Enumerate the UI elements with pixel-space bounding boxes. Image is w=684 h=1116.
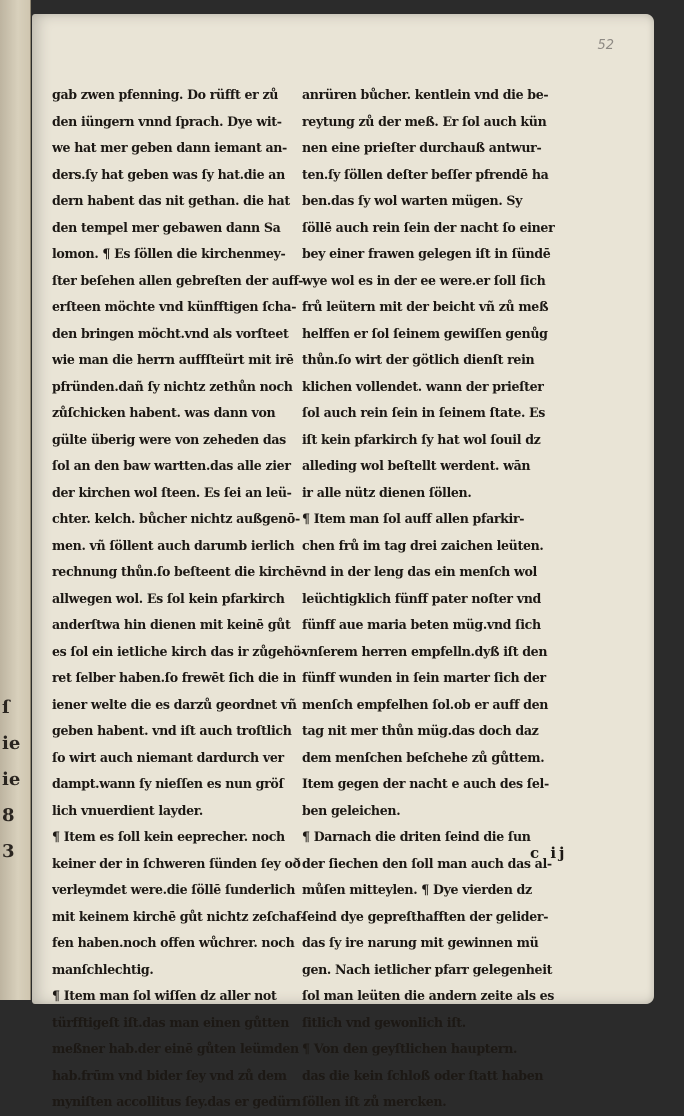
text-line: dern habent das nit gethan. die hat <box>52 193 290 208</box>
left-text-column <box>52 82 332 1116</box>
text-line: helffen er ſol ſeinem gewiſſen genůg <box>302 325 548 341</box>
text-line: anderſtwa hin dienen mit keinē gůt <box>52 617 291 632</box>
text-line: ir alle nütz dienen ſöllen. <box>302 484 472 500</box>
left-edge-glyph: 3 <box>2 841 15 862</box>
text-line: dem menſchen beſchehe zů gůttem. <box>302 749 545 765</box>
left-page-edge <box>0 0 31 1000</box>
text-line: Item gegen der nacht e auch des ſel- <box>302 776 549 791</box>
text-line: türfftigeſt iſt.das man einen gůtten <box>52 1014 290 1030</box>
text-line: den iüngern vnnd ſprach. Dye wit- <box>52 113 282 129</box>
text-line: ben geleichen. <box>302 802 401 818</box>
text-line: vnd in der leng das ein menſch wol <box>302 564 537 579</box>
text-line: we hat mer geben dann iemant an- <box>52 140 287 155</box>
text-line: leüchtigklich fünff pater noſter vnd <box>302 590 541 606</box>
text-line: ret ſelber haben.ſo frewēt ſich die in <box>52 670 296 685</box>
text-line: pfründen.dañ ſy nichtz zethůn noch <box>52 378 293 394</box>
text-line: ſöllen iſt zů mercken. <box>302 1094 447 1109</box>
text-line: anrüren bůcher. kentlein vnd die be- <box>302 87 549 102</box>
text-line: rechnung thůn.ſo beſteent die kirchē <box>52 564 302 579</box>
text-line: ſöllē auch rein ſein der nacht ſo einer <box>302 219 555 235</box>
text-line: wye wol es in der ee were.er ſoll ſich <box>302 272 546 288</box>
text-line: ¶ Von den geyſtlichen hauptern. <box>302 1041 518 1056</box>
text-line: men. vñ ſöllent auch darumb ierlich <box>52 537 295 553</box>
text-line: ¶ Item man ſol wiſſen dz aller not <box>52 988 277 1003</box>
text-line: lich vnuerdient layder. <box>52 802 203 818</box>
text-line: ſol an den baw wartten.das alle zier <box>52 458 291 473</box>
text-line: den bringen möcht.vnd als vorſteet <box>52 325 289 341</box>
text-line: erſteen möchte vnd künfftigen ſcha- <box>52 299 297 314</box>
text-line: iſt kein pfarkirch ſy hat wol ſouil dz <box>302 431 541 447</box>
text-line: ben.das ſy wol warten mügen. Sy <box>302 193 523 208</box>
text-line: ¶ Item man ſol auff allen pfarkir- <box>302 511 525 526</box>
text-line: lomon. ¶ Es ſöllen die kirchenmey- <box>52 246 286 261</box>
text-line: verleymdet were.die ſöllē ſunderlich <box>52 882 296 897</box>
text-line: mit keinem kirchē gůt nichtz zeſchaf- <box>52 908 306 924</box>
text-line: es ſol ein ietliche kirch das ir zůgehö- <box>52 643 306 659</box>
text-line: chen frů im tag drei zaichen leüten. <box>302 537 544 553</box>
text-line: gab zwen pfenning. Do rüfft er zů <box>52 87 279 102</box>
book-page <box>32 14 654 1109</box>
text-line: wie man die herrn auffſteürt mit irē <box>52 352 294 367</box>
text-line: ſeind dye gepreſthafften der gelider- <box>302 908 549 924</box>
text-line: gen. Nach ietlicher pfarr gelegenheit <box>302 961 553 977</box>
text-line: ſo wirt auch niemant dardurch ver <box>52 749 284 765</box>
text-line: nen eine prieſter durchauß antwur- <box>302 140 542 155</box>
text-line: reytung zů der meß. Er ſol auch kün <box>302 113 547 129</box>
text-line: fen haben.noch offen wůchrer. noch <box>52 935 295 950</box>
text-line: thůn.ſo wirt der götlich dienſt rein <box>302 352 535 367</box>
text-line: dampt.wann ſy nieſſen es nun gröſ <box>52 776 284 791</box>
text-line: tag nit mer thůn müg.das doch daz <box>302 723 539 738</box>
text-line: ten.ſy ſöllen deſter beſſer pfrendē ha <box>302 166 549 182</box>
left-edge-glyph: 8 <box>2 805 15 826</box>
text-line: klichen vollendet. wann der prieſter <box>302 378 544 394</box>
text-line: den tempel mer gebawen dann Sa <box>52 219 281 235</box>
text-line: meßner hab.der einē gůten leümden <box>52 1041 299 1056</box>
text-line: keiner der in ſchweren ſünden ſey oð <box>52 855 301 871</box>
text-line: menſch empfelhen ſol.ob er auff den <box>302 696 549 712</box>
text-line: vnſerem herren empfelln.dyß iſt den <box>302 643 548 659</box>
text-line: der kirchen wol ſteen. Es ſei an leü- <box>52 484 292 500</box>
text-line: ¶ Darnach die driten ſeind die ſun <box>302 829 531 844</box>
text-line: chter. kelch. bůcher nichtz außgenō- <box>52 511 300 526</box>
text-line: myniſten accollitus ſey.das er gedürn <box>52 1094 301 1109</box>
text-line: ſitlich vnd gewonlich iſt. <box>302 1014 466 1030</box>
text-line: ders.ſy hat geben was ſy hat.die an <box>52 166 285 182</box>
text-line: ¶ Item es ſoll kein eeprecher. noch <box>52 829 285 844</box>
text-line: alleding wol beſtellt werdent. wān <box>302 458 531 473</box>
text-line: ſol man leüten die andern zeite als es <box>302 988 555 1003</box>
folio-number: 52 <box>597 38 614 53</box>
text-line: ſter beſehen allen gebreſten der auff- <box>52 272 304 288</box>
text-line: der ſiechen den ſoll man auch das al- <box>302 855 552 871</box>
text-line: gülte überig were von zeheden das <box>52 431 286 447</box>
text-line: geben habent. vnd iſt auch troſtlich <box>52 723 292 738</box>
text-line: iener welte die es darzů geordnet vñ <box>52 696 297 712</box>
left-edge-glyph: ie <box>2 769 21 790</box>
text-line: das ſy ire narung mit gewinnen mü <box>302 935 539 950</box>
text-line: bey einer frawen gelegen iſt in ſündē <box>302 246 551 261</box>
text-line: fünff aue maria beten müg.vnd ſich <box>302 617 541 632</box>
text-line: fünff wunden in ſein marter ſich der <box>302 670 546 685</box>
left-edge-glyph: ſ <box>2 697 10 718</box>
signature-mark: c ij <box>530 844 568 862</box>
text-line: frů leütern mit der beicht vñ zů meß <box>302 299 549 314</box>
text-line: das die kein ſchloß oder ſtatt haben <box>302 1067 544 1083</box>
text-line: hab.frūm vnd bider ſey vnd zů dem <box>52 1067 287 1083</box>
text-line: manſchlechtig. <box>52 961 154 977</box>
right-text-column <box>302 82 592 1116</box>
text-line: allwegen wol. Es ſol kein pfarkirch <box>52 590 285 606</box>
left-edge-glyph: ie <box>2 733 21 754</box>
text-line: můſen mitteylen. ¶ Dye vierden dz <box>302 882 532 897</box>
text-line: zůſchicken habent. was dann von <box>52 405 276 420</box>
left-edge-glyphs <box>2 690 26 870</box>
text-line: ſol auch rein ſein in ſeinem ſtate. Es <box>302 405 546 420</box>
